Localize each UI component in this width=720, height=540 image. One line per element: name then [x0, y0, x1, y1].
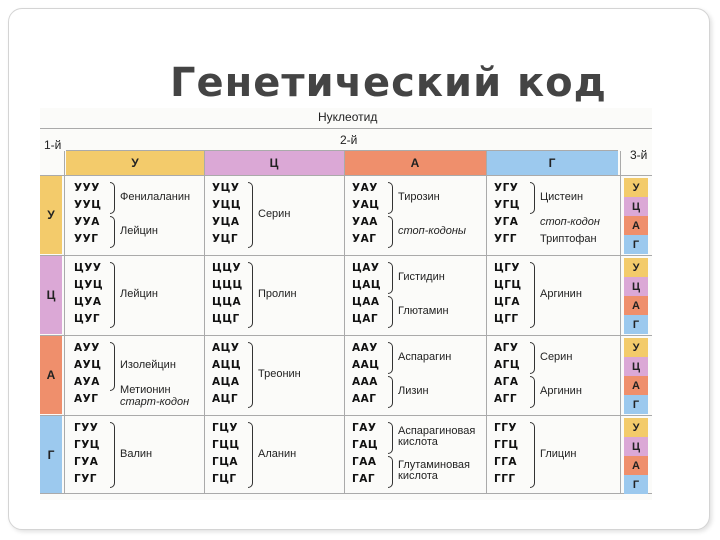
amino-acid-label: Гистидин [398, 270, 445, 283]
codon: УАЦ [352, 199, 380, 211]
amino-acid-label: Лейцин [120, 287, 159, 300]
row-header-u: У [40, 176, 62, 254]
column-header-g: Г [486, 151, 618, 175]
amino-acid-label: Фенилаланин [120, 190, 191, 203]
codon: ГГГ [494, 473, 516, 485]
codon: АЦЦ [212, 359, 242, 371]
third-nucleotide-u: У [624, 178, 648, 197]
codon: УГА [494, 216, 519, 228]
codon-brace [388, 456, 393, 488]
codon: ГАА [352, 456, 377, 468]
header-first: 1-й [44, 138, 62, 152]
codon: УУУ [74, 182, 100, 194]
column-header-c: Ц [204, 151, 344, 175]
amino-acid-label: старт-кодон [120, 395, 190, 408]
amino-acid-label: Триптофан [540, 233, 597, 245]
codon-brace [248, 342, 253, 408]
amino-acid-label: Глутаминовая [398, 459, 470, 472]
codon-brace [388, 376, 393, 408]
amino-acid-label: Тирозин [398, 190, 440, 203]
codon: УАА [352, 216, 378, 228]
amino-acid-label: Глицин [540, 447, 577, 460]
amino-acid-label: кислота [398, 470, 438, 483]
amino-acid-label: стоп-кодон [540, 216, 600, 228]
row-divider [40, 175, 652, 176]
codon: ЦУЦ [74, 279, 104, 291]
codon: УУГ [74, 233, 99, 245]
codon-brace [388, 216, 393, 248]
codon: ААГ [352, 393, 377, 405]
codon-brace [248, 262, 253, 328]
codon: АГА [494, 376, 519, 388]
row-header-a: А [40, 336, 62, 414]
third-nucleotide-u: У [624, 258, 648, 277]
column-divider [204, 151, 205, 494]
codon: ЦАУ [352, 262, 380, 274]
codon-brace [388, 296, 393, 328]
header-second: 2-й [340, 133, 358, 147]
codon-brace [530, 182, 535, 214]
third-nucleotide-g: Г [624, 475, 648, 494]
codon: ЦАА [352, 296, 380, 308]
column-divider [486, 151, 487, 494]
codon: ГЦГ [212, 473, 237, 485]
amino-acid-label: Пролин [258, 287, 297, 300]
third-nucleotide-c: Ц [624, 357, 648, 376]
codon: ААУ [352, 342, 378, 354]
codon: ЦУА [74, 296, 102, 308]
codon-brace [110, 262, 115, 328]
third-nucleotide-a: А [624, 216, 648, 235]
codon: ЦГУ [494, 262, 521, 274]
third-nucleotide-a: А [624, 376, 648, 395]
header-nucleotide: Нуклеотид [318, 110, 378, 124]
third-nucleotide-g: Г [624, 395, 648, 414]
codon: ГУЦ [74, 439, 101, 451]
codon: ГГУ [494, 422, 517, 434]
amino-acid-label: Аланин [258, 447, 297, 460]
codon: ГУА [74, 456, 99, 468]
codon-brace [530, 342, 535, 374]
codon: АУГ [74, 393, 99, 405]
codon: ЦЦГ [212, 313, 240, 325]
codon-brace [110, 422, 115, 488]
amino-acid-label: Лейцин [120, 224, 159, 237]
codon: АУУ [74, 342, 100, 354]
codon: ЦУУ [74, 262, 102, 274]
codon: АЦУ [212, 342, 240, 354]
row-header-g: Г [40, 416, 62, 494]
third-nucleotide-c: Ц [624, 437, 648, 456]
codon-brace [248, 422, 253, 488]
codon: АГГ [494, 393, 518, 405]
amino-acid-label: стоп-кодоны [398, 224, 467, 237]
amino-acid-label: Валин [120, 447, 153, 460]
codon: АУА [74, 376, 100, 388]
codon: ГУУ [74, 422, 99, 434]
codon: ГЦА [212, 456, 239, 468]
third-nucleotide-a: А [624, 456, 648, 475]
codon: УУЦ [74, 199, 102, 211]
codon-brace [388, 182, 393, 214]
codon: ЦЦА [212, 296, 242, 308]
column-header-a: А [344, 151, 486, 175]
codon-brace [110, 182, 115, 214]
header-divider-top [40, 128, 652, 129]
codon: ГЦУ [212, 422, 239, 434]
column-header-u: У [66, 151, 204, 175]
amino-acid-label: Серин [258, 207, 291, 220]
codon: УАГ [352, 233, 377, 245]
header-third: 3-й [630, 148, 648, 162]
codon: ГГЦ [494, 439, 519, 451]
slide-title: Генетический код [170, 60, 607, 106]
codon: ЦГА [494, 296, 521, 308]
row-header-c: Ц [40, 256, 62, 334]
amino-acid-label: Треонин [258, 367, 301, 380]
codon: УЦЦ [212, 199, 242, 211]
codon-brace [110, 342, 115, 391]
codon: ГАУ [352, 422, 377, 434]
third-nucleotide-u: У [624, 418, 648, 437]
column-divider [344, 151, 345, 494]
column-divider [64, 151, 65, 494]
codon: ЦУГ [74, 313, 101, 325]
third-nucleotide-u: У [624, 338, 648, 357]
codon-brace [388, 262, 393, 294]
codon-brace [248, 182, 253, 248]
codon: ЦГГ [494, 313, 519, 325]
codon: УЦА [212, 216, 240, 228]
codon: УЦГ [212, 233, 239, 245]
codon: АЦА [212, 376, 240, 388]
amino-acid-label: Глютамин [398, 304, 449, 317]
codon: АГЦ [494, 359, 521, 371]
third-nucleotide-c: Ц [624, 277, 648, 296]
codon-brace [388, 342, 393, 374]
codon: ААА [352, 376, 378, 388]
amino-acid-label: Цистеин [540, 190, 584, 203]
amino-acid-label: Аспарагин [398, 350, 452, 363]
codon: УУА [74, 216, 100, 228]
codon-brace [530, 262, 535, 328]
amino-acid-label: Метионин [120, 383, 171, 396]
codon: УГГ [494, 233, 517, 245]
third-nucleotide-g: Г [624, 315, 648, 334]
codon: ЦАЦ [352, 279, 382, 291]
row-divider [40, 493, 652, 494]
codon-brace [530, 376, 535, 408]
row-divider [40, 415, 652, 416]
codon: ЦЦУ [212, 262, 242, 274]
codon-brace [530, 422, 535, 488]
amino-acid-label: кислота [398, 436, 438, 449]
codon: ГУГ [74, 473, 97, 485]
codon: УЦУ [212, 182, 240, 194]
amino-acid-label: Аргинин [540, 287, 582, 300]
codon: УАУ [352, 182, 378, 194]
third-nucleotide-g: Г [624, 235, 648, 254]
amino-acid-label: Аспарагиновая [398, 425, 476, 438]
codon: АУЦ [74, 359, 102, 371]
amino-acid-label: Аргинин [540, 384, 582, 397]
column-divider [620, 151, 621, 494]
codon: ГГА [494, 456, 518, 468]
codon: ГЦЦ [212, 439, 240, 451]
third-nucleotide-c: Ц [624, 197, 648, 216]
codon: АЦГ [212, 393, 239, 405]
codon-brace [110, 216, 115, 248]
codon: ААЦ [352, 359, 380, 371]
codon: ЦЦЦ [212, 279, 243, 291]
codon: АГУ [494, 342, 519, 354]
amino-acid-label: Лизин [398, 384, 429, 397]
codon: УГЦ [494, 199, 521, 211]
row-divider [40, 255, 652, 256]
codon: ЦГЦ [494, 279, 522, 291]
codon: ГАЦ [352, 439, 379, 451]
codon: ГАГ [352, 473, 376, 485]
row-divider [40, 335, 652, 336]
codon-brace [388, 422, 393, 454]
amino-acid-label: Серин [540, 350, 573, 363]
codon: ЦАГ [352, 313, 379, 325]
codon: УГУ [494, 182, 519, 194]
third-nucleotide-a: А [624, 296, 648, 315]
amino-acid-label: Изолейцин [120, 359, 176, 371]
